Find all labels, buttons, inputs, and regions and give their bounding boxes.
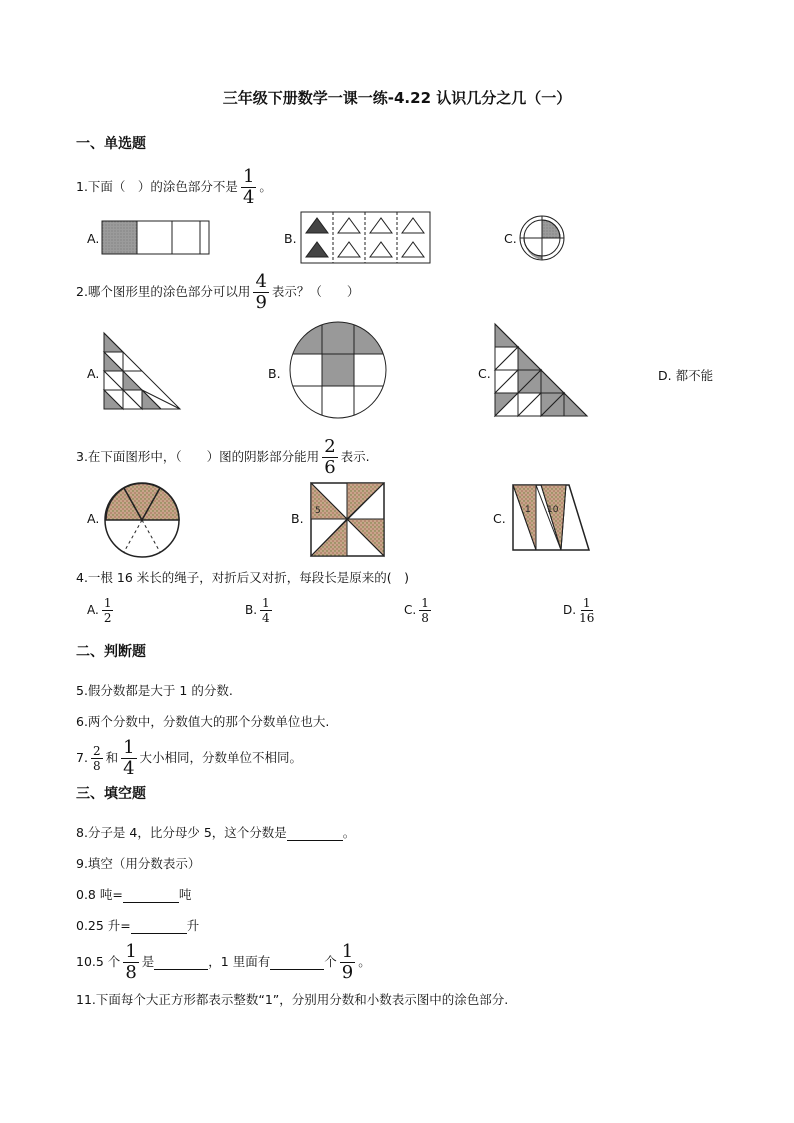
q4-c-fraction [419,597,431,624]
q4-option-b [245,597,275,624]
q10-fraction-1 [123,943,138,982]
question-11: 11.下面每个大正方形都表示整数“1”，分别用分数和小数表示图中的涂色部分. [76,992,509,1007]
q3-option-b-figure [310,482,386,558]
q9-blank-1[interactable] [123,887,179,903]
q2-option-a-label: A. [87,366,100,381]
q3-text: 3.在下面图形中，（ ）图的阴影部分能用 [76,449,320,464]
q1-numerator: 1 [242,166,255,187]
q10-blank-1[interactable] [154,954,208,970]
q4-b-fraction [260,597,272,624]
question-2 [76,273,359,312]
q8-end: 。 [342,825,356,840]
q9-l2-unit: 升 [186,918,200,933]
q7-text: 大小相同，分数单位不相同。 [139,750,303,765]
q10-f2-den: 9 [341,962,354,983]
page-title: 三年级下册数学一课一练-4.22 认识几分之几（一） [222,89,572,107]
question-5: 5.假分数都是大于 1 的分数. [76,683,233,698]
q1-option-b-figure [301,212,431,264]
q10-end: 。 [358,954,371,969]
q2-option-d: D. 都不能 [658,368,714,383]
question-6: 6.两个分数中，分数值大的那个分数单位也大. [76,714,330,729]
q4-c-num: 1 [421,596,429,610]
q3-numerator: 2 [324,436,336,457]
q2-option-b-label: B. [268,366,281,381]
q1-denominator: 4 [242,187,255,208]
section-heading-fill-blank: 三、填空题 [76,786,146,802]
q10-ge: 个 [324,954,337,969]
question-3 [76,438,370,477]
question-9: 9.填空（用分数表示） [76,856,201,871]
q1-end: 。 [259,179,272,194]
q1-option-b-label: B. [284,231,297,246]
q4-option-d [563,597,597,624]
q3-fraction [322,438,337,477]
q3-option-a-label: A. [87,511,100,526]
q10-f1-den: 8 [125,962,137,983]
q7-fraction-2 [121,739,136,778]
q2-option-b-figure [289,321,389,421]
q7-f1-den: 8 [92,759,101,773]
q1-fraction [241,168,256,207]
q2-numerator: 4 [255,271,267,292]
question-4: 4.一根 16 米长的绳子，对折后又对折，每段长是原来的( ) [76,570,410,585]
q4-b-den: 4 [262,611,270,625]
q4-a-num: 1 [103,596,112,610]
q4-b-label: B. [245,603,258,617]
q9-line-1 [76,885,191,903]
q1-option-c-figure [519,215,565,261]
question-10 [76,943,371,982]
q3-c-mark: 10 [547,505,559,515]
q7-number: 7. [76,750,88,765]
question-7 [76,739,302,778]
q1-option-c-label: C. [504,231,517,246]
q10-is: 是 [141,954,155,969]
q8-text: 8.分子是 4，比分母少 5，这个分数是 [76,825,287,840]
q4-c-label: C. [404,603,417,617]
q1-option-a-label: A. [87,231,100,246]
q4-option-c [404,597,434,624]
q8-answer-blank[interactable] [287,825,343,841]
question-8 [76,823,355,841]
q2-denominator: 9 [255,292,267,313]
q10-text-2: ，1 里面有 [208,954,271,969]
q4-a-fraction [102,597,114,624]
q3-option-a-figure [104,482,182,560]
q10-f2-num: 1 [341,941,354,962]
q4-a-den: 2 [103,611,112,625]
q4-a-label: A. [87,603,99,617]
q2-option-c-figure [495,324,591,420]
q3-b-mark: 5 [315,506,321,516]
q9-l1-unit: 吨 [178,887,192,902]
q4-option-a [87,597,116,624]
svg-text:1: 1 [525,505,531,515]
q7-fraction-1 [91,745,103,772]
q1-option-a-figure [102,221,210,255]
q4-c-den: 8 [421,611,429,625]
q9-blank-2[interactable] [131,918,187,934]
q4-d-label: D. [563,603,577,617]
q4-d-fraction [579,597,594,624]
q10-blank-2[interactable] [270,954,324,970]
q7-and: 和 [105,750,119,765]
q3-option-b-label: B. [291,511,304,526]
q1-text: 1.下面（ ）的涂色部分不是 [76,179,238,194]
q7-f2-den: 4 [123,758,135,779]
question-1 [76,168,272,207]
q9-l2-text: 0.25 升= [76,918,131,933]
q10-f1-num: 1 [125,941,137,962]
q9-line-2 [76,916,199,934]
q3-end: 表示. [340,449,370,464]
q2-text: 2.哪个图形里的涂色部分可以用 [76,284,251,299]
q4-b-num: 1 [262,596,270,610]
q3-option-c-figure [511,484,591,552]
q2-fraction [253,273,268,312]
q7-f2-num: 1 [123,737,135,758]
q2-option-c-label: C. [478,366,491,381]
q3-option-c-label: C. [493,511,506,526]
q4-d-den: 16 [579,611,595,625]
q7-f1-num: 2 [92,744,101,758]
q4-d-num: 1 [582,596,591,610]
q10-fraction-2 [340,943,355,982]
q2-end: 表示？（ ） [271,284,360,299]
section-heading-single-choice: 一、单选题 [76,136,146,152]
section-heading-true-false: 二、判断题 [76,644,146,660]
q2-option-a-figure [104,333,184,411]
q9-l1-text: 0.8 吨= [76,887,123,902]
q3-denominator: 6 [324,457,336,478]
q10-text: 10.5 个 [76,954,121,969]
